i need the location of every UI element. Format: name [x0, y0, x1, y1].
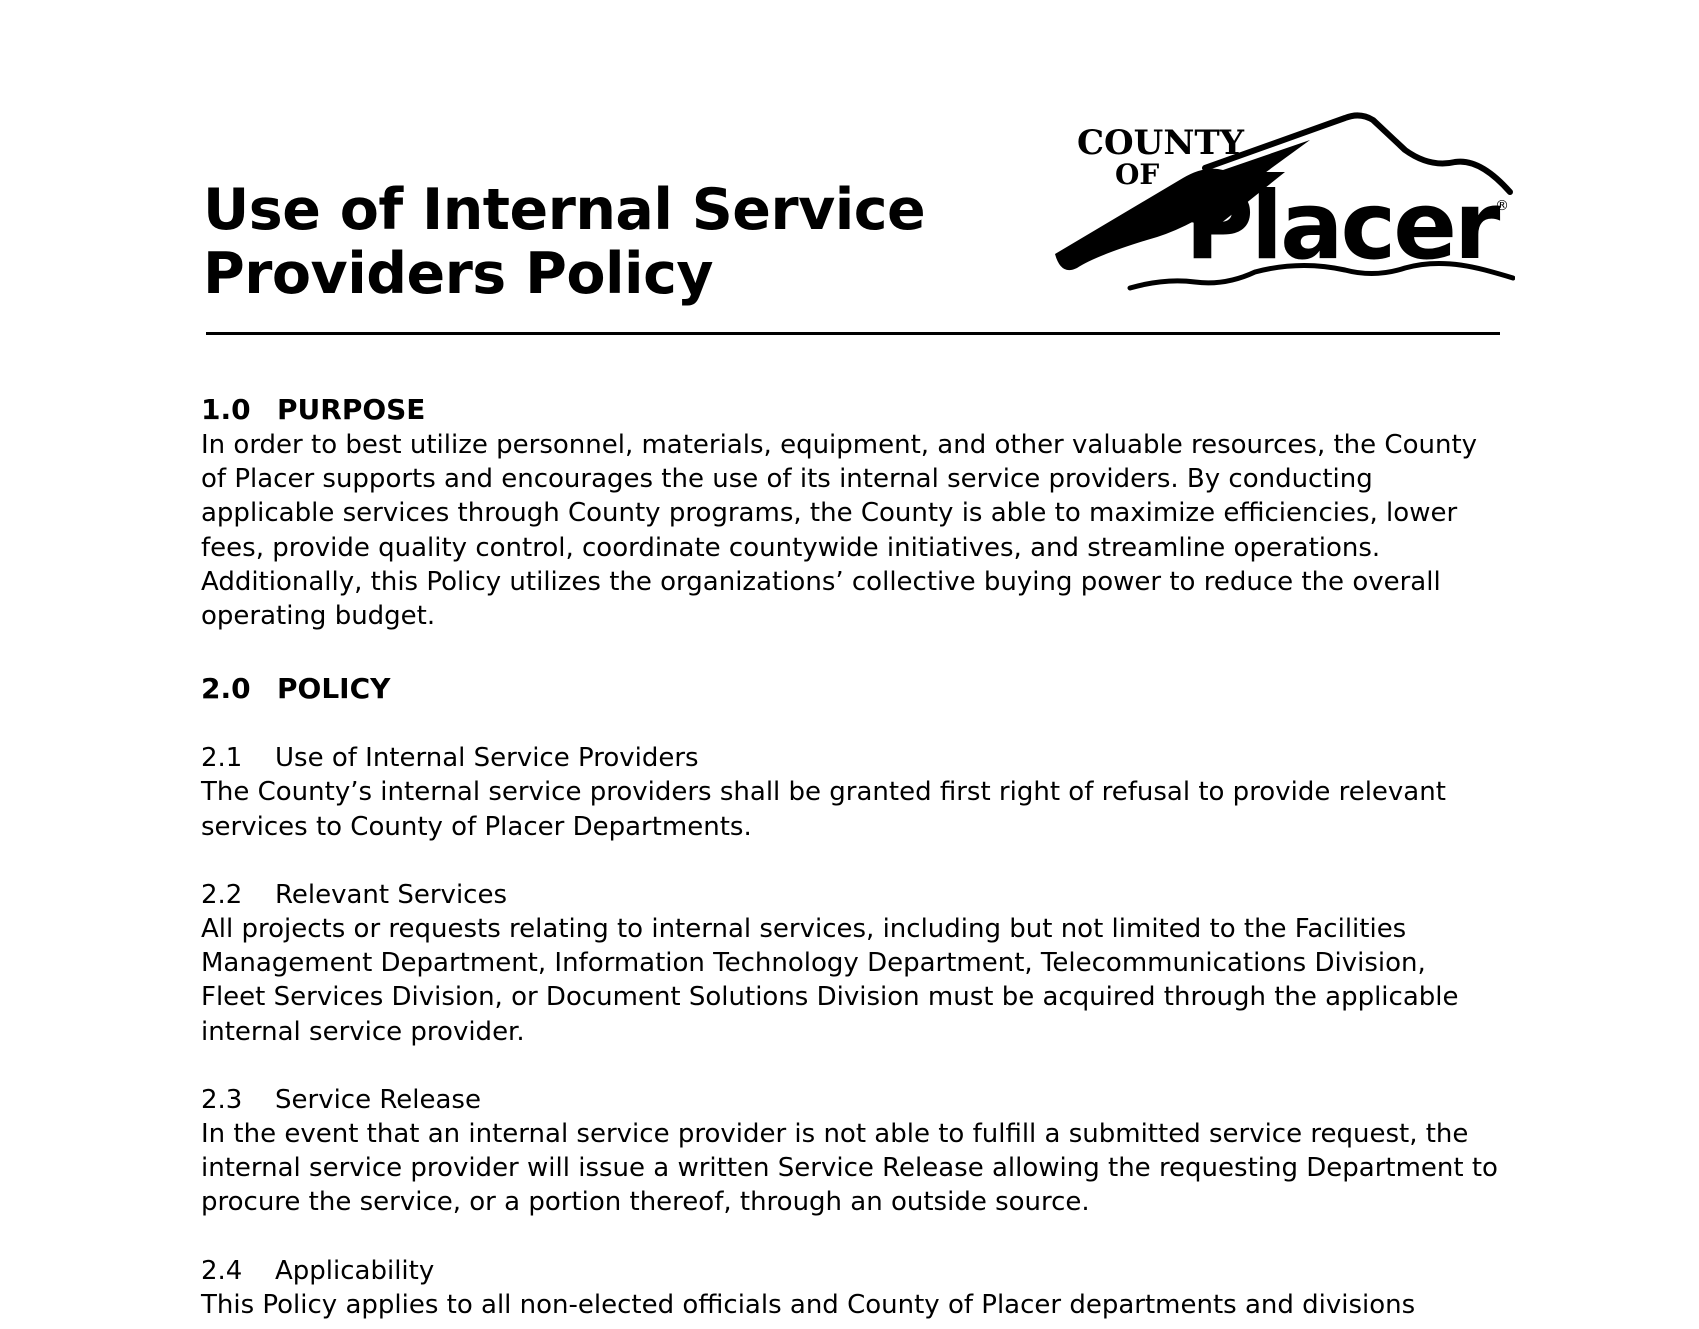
subsection-paragraph-2-1 [201, 775, 1531, 843]
paragraph-line: internal service provider. [201, 1016, 525, 1047]
paragraph-line: Fleet Services Division, or Document Solutions Division must be acquired through the applicable [201, 982, 1459, 1013]
paragraph-line: applicable services through County programs, the County is able to maximize efficiencies, lower [201, 498, 1458, 529]
subsection-heading-2-1 [201, 741, 1531, 775]
subsection-number: 2.1 [201, 743, 243, 774]
header-divider [206, 332, 1500, 335]
paragraph-line: internal service provider will issue a written Service Release allowing the requesting Department to [201, 1153, 1498, 1184]
logo-text-placer: Placer [1185, 172, 1498, 281]
paragraph-line: services to County of Placer Departments. [201, 811, 752, 842]
purpose-paragraph [201, 428, 1531, 633]
policy-body [201, 392, 1531, 1322]
subsection-paragraph-2-2 [201, 912, 1531, 1049]
subsection-number: 2.3 [201, 1084, 243, 1115]
paragraph-line: fees, provide quality control, coordinate countywide initiatives, and streamline operations. [201, 532, 1381, 563]
section-number: 2.0 [201, 672, 251, 706]
county-of-placer-logo [1055, 110, 1515, 300]
subsection-heading-2-3 [201, 1083, 1531, 1117]
subsection-title: Service Release [275, 1084, 481, 1115]
paragraph-line: In order to best utilize personnel, materials, equipment, and other valuable resources, the County [201, 430, 1478, 460]
subsection-title: Relevant Services [275, 879, 508, 910]
subsection-title: Use of Internal Service Providers [275, 743, 699, 774]
paragraph-line: This Policy applies to all non-elected officials and County of Placer departments and divisions [201, 1289, 1416, 1320]
paragraph-line: In the event that an internal service provider is not able to fulfill a submitted service request, the [201, 1119, 1469, 1150]
paragraph-line: procure the service, or a portion thereof, through an outside source. [201, 1187, 1090, 1218]
subsection-paragraph-2-3 [201, 1117, 1531, 1220]
subsection-number: 2.2 [201, 879, 243, 910]
subsection-heading-2-4 [201, 1254, 1531, 1288]
paragraph-line: All projects or requests relating to internal services, including but not limited to the Facilities [201, 914, 1407, 945]
paragraph-line: Management Department, Information Technology Department, Telecommunications Division, [201, 948, 1426, 979]
section-heading-purpose [201, 392, 1531, 428]
paragraph-line: of Placer supports and encourages the use of its internal service providers. By conducting [201, 464, 1373, 495]
subsection-number: 2.4 [201, 1255, 243, 1286]
logo-registered-mark: ® [1495, 198, 1509, 214]
title-line-1: Use of Internal Service [203, 177, 926, 243]
subsection-paragraph-2-4 [201, 1288, 1531, 1322]
subsection-title: Applicability [275, 1255, 435, 1286]
subsection-heading-2-2 [201, 878, 1531, 912]
paragraph-line: operating budget. [201, 601, 436, 632]
section-number: 1.0 [201, 393, 251, 426]
document-title [203, 178, 925, 306]
section-title: PURPOSE [277, 393, 426, 426]
logo-text-of: OF [1115, 158, 1160, 191]
section-heading-policy [201, 671, 1531, 707]
section-title: POLICY [277, 672, 391, 706]
paragraph-line: Additionally, this Policy utilizes the organizations’ collective buying power to reduce the overall [201, 566, 1441, 597]
paragraph-line: The County’s internal service providers shall be granted first right of refusal to provide relevant [201, 777, 1446, 808]
title-line-2: Providers Policy [203, 241, 714, 307]
logo-text-county: COUNTY [1077, 123, 1244, 163]
